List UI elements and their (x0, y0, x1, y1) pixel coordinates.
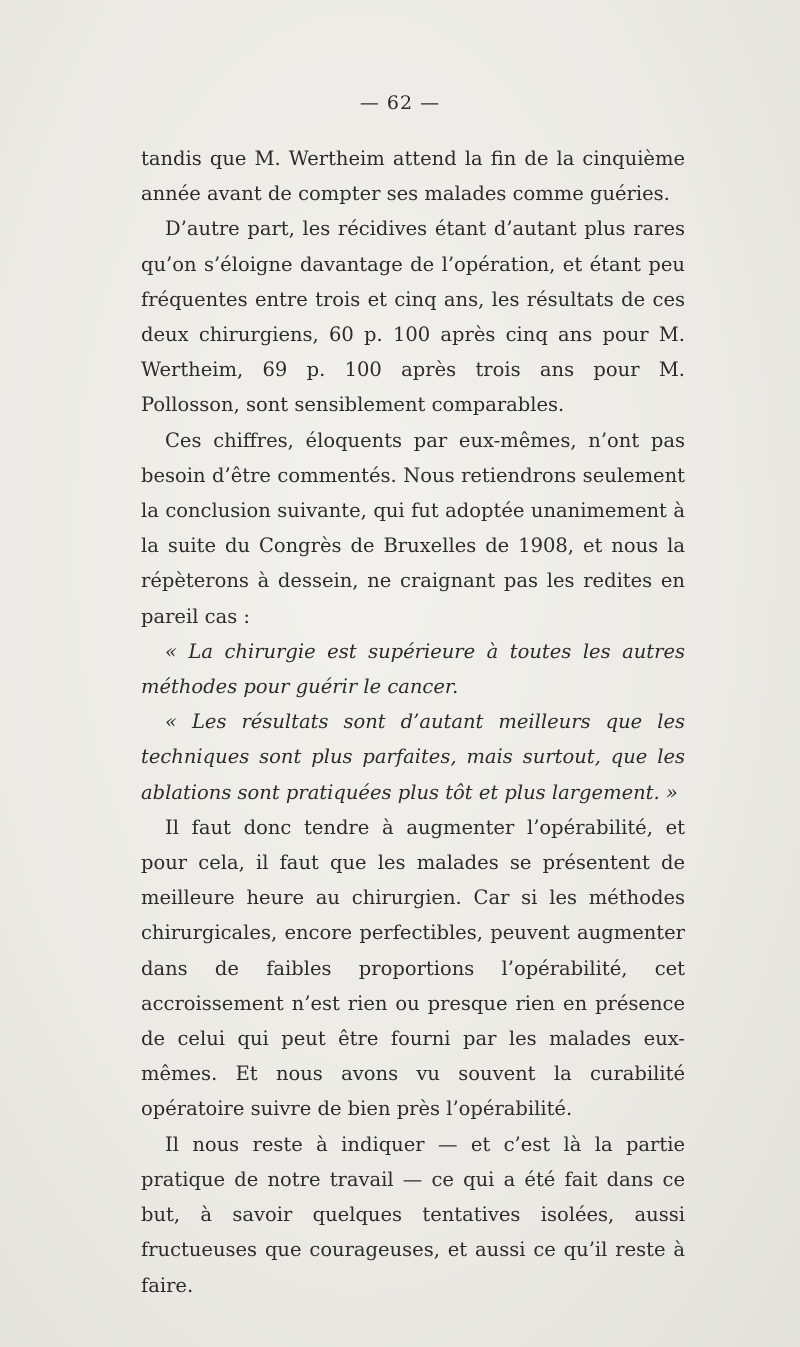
paragraph-continuation: tandis que M. Wertheim attend la fin de la cinquième année avant de compter ses malades comme guéries. (141, 147, 685, 206)
quote-resultats: « Les résultats sont d’autant meilleurs que les techniques sont plus parfaites, mais surtout, que les ablations sont pratiquées plus tôt et plus largement. » (141, 710, 685, 804)
paragraph-chiffres: Ces chiffres, éloquents par eux-mêmes, n’ont pas besoin d’être commentés. Nous retiendrons seulement la conclusion suivante, qui fut adoptée unanimement à la suite du Congrès de Bruxelles de 1908, et nous la répèterons à dessein, ne craignant pas les redites en pareil cas : (141, 428, 685, 628)
body-text (141, 141, 685, 1303)
paragraph-operabilite: Il faut donc tendre à augmenter l’opérabilité, et pour cela, il faut que les malades se présentent de meilleure heure au chirurgien. Car si les méthodes chirurgicales, encore perfectibles, peuvent augmenter dans de faibles proportions l’opérabilité, cet accroissement n’est rien ou presque rien en présence de celui qui peut être fourni par les malades eux-mêmes. Et nous avons vu souvent la curabilité opératoire suivre de bien près l’opérabilité. (141, 815, 685, 1121)
paragraph-recidives: D’autre part, les récidives étant d’autant plus rares qu’on s’éloigne davantage de l’opération, et étant peu fréquentes entre trois et cinq ans, les résultats de ces deux chirurgiens, 60 p. 100 après cinq ans pour M. Wertheim, 69 p. 100 après trois ans pour M. Pollosson, sont sensiblement comparables. (141, 217, 685, 417)
page-number: — 62 — (359, 92, 441, 114)
paragraph-conclusion: Il nous reste à indiquer — et c’est là la partie pratique de notre travail — ce qui a été fait dans ce but, à savoir quelques tentatives isolées, aussi fructueuses que courageuses, et aussi ce qu’il reste à faire. (141, 1132, 685, 1297)
quote-chirurgie: « La chirurgie est supérieure à toutes les autres méthodes pour guérir le cancer. (141, 639, 685, 699)
